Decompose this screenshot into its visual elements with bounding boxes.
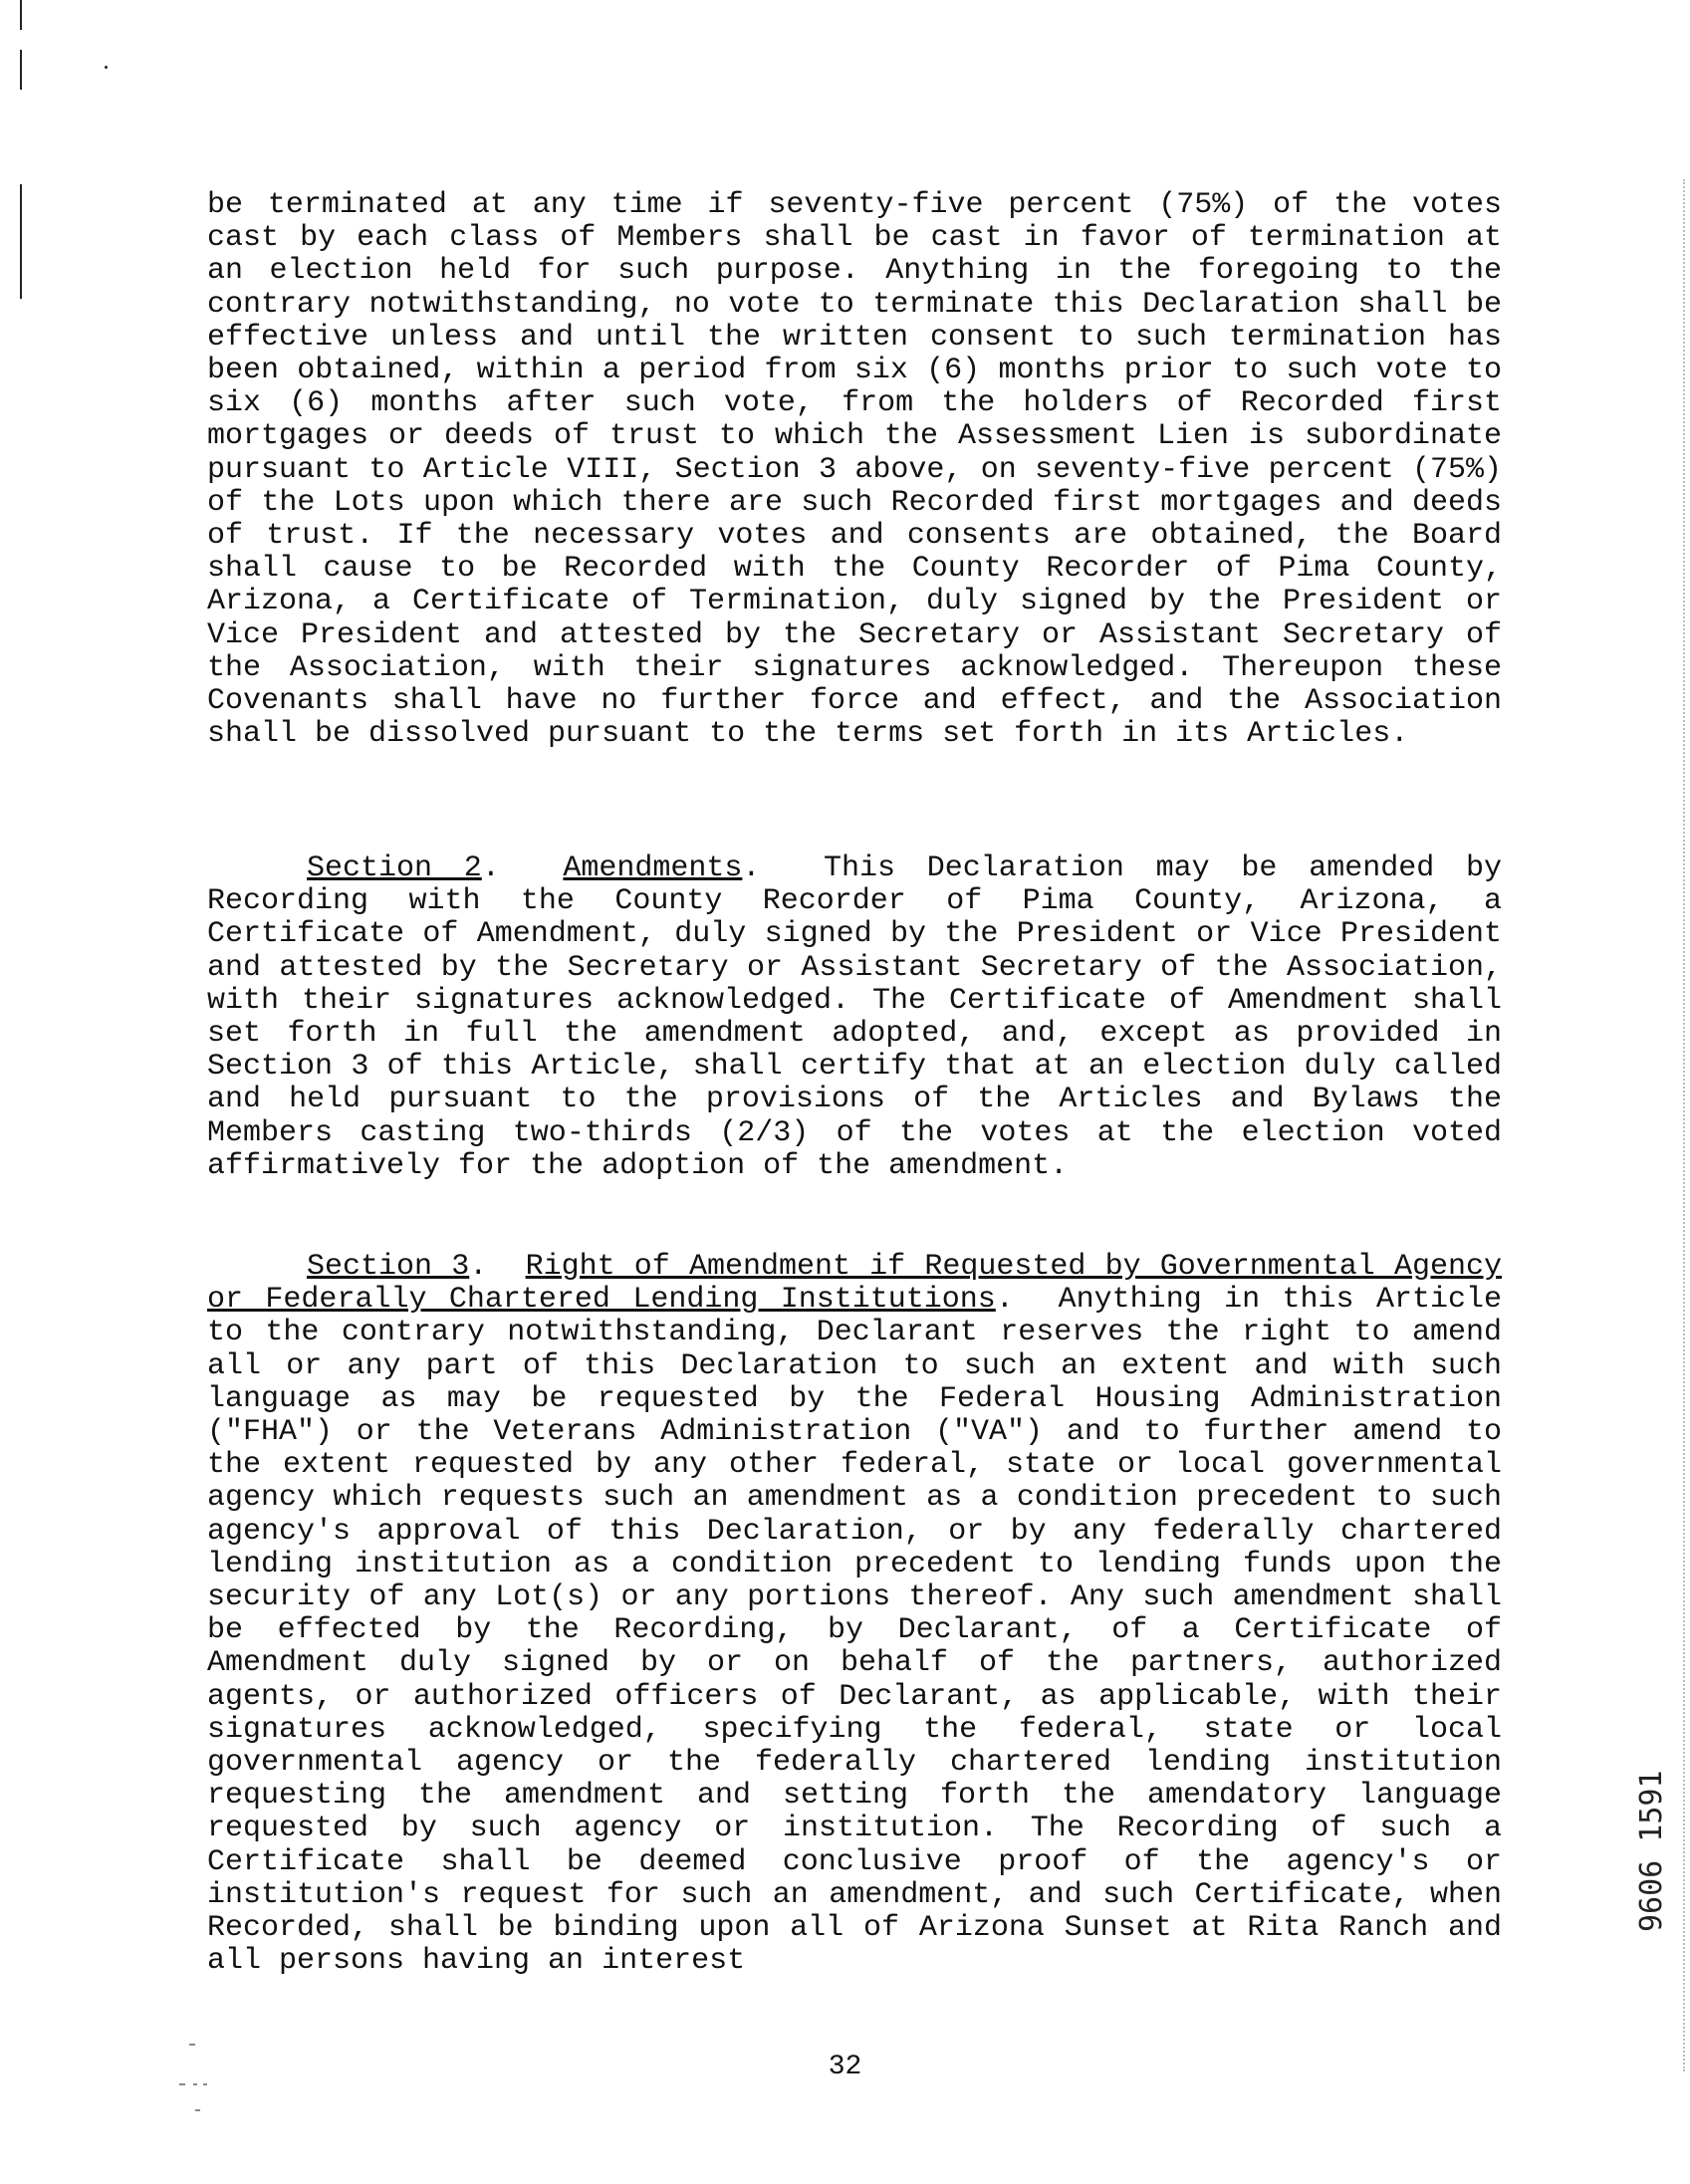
section-label: Section 3 <box>307 1250 470 1284</box>
right-edge-scan-artifact <box>1683 179 1687 2071</box>
paragraph-text: be terminated at any time if seventy-five percent (75%) of the votes cast by each class of Members shall be cast in favor of termination at an election held for such purpose. Anything in the foregoing to the contrary notwithstanding, no vote to terminate this Declaration shall be effective unless and until the written consent to such termination has been obtained, within a period from six (6) months prior to such vote to six (6) months after such vote, from the holders of Recorded first mortgages or deeds of trust to which the Assessment Lien is subordinate pursuant to Article VIII, Section 3 above, on seventy-five percent (75%) of the Lots upon which there are such Recorded first mortgages and deeds of trust. If the necessary votes and consents are obtained, the Board shall cause to be Recorded with the County Recorder of Pima County, Arizona, a Certificate of Termination, duly signed by the President or Vice President and attested by the Secretary or Assistant Secretary of the Association, with their signatures acknowledged. Thereupon these Covenants shall have no further force and effect, and the Association shall be dissolved pursuant to the terms set forth in its Articles. <box>207 188 1502 752</box>
paragraph-text: This Declaration may be amended by Recording with the County Recorder of Pima County, Arizona, a Certificate of Amendment, duly signed by the President or Vice President and attested by the Secretary or Assistant Secretary of the Association, with their signatures acknowledged. The Certificate of Amendment shall set forth in full the amendment adopted, and, except as provided in Section 3 of this Article, shall certify that at an election duly called and held pursuant to the provisions of the Articles and Bylaws the Members casting two-thirds (2/3) of the votes at the election voted affirmatively for the adoption of the amendment. <box>207 851 1502 1183</box>
section-label: Section 2 <box>307 851 482 885</box>
paragraph-section-3 <box>207 1251 1502 1978</box>
punctuation: . <box>481 851 564 885</box>
left-margin-mark <box>20 0 22 30</box>
punctuation: . <box>995 1283 1059 1318</box>
section-heading: Amendments <box>563 851 743 885</box>
scan-specks <box>169 2042 229 2121</box>
left-margin-mark <box>20 50 22 90</box>
section-heading: Right of Amendment if Requested by Governmental Agency or Federally Chartered Lending Institutions <box>207 1250 1502 1318</box>
punctuation: . <box>469 1250 526 1284</box>
left-margin-mark <box>20 184 22 299</box>
paragraph-text: Anything in this Article to the contrary notwithstanding, Declarant reserves the right to amend all or any part of this Declaration to such an extent and with such language as may be requested by the Federal Housing Administration ("FHA") or the Veterans Administration ("VA") and to further amend to the extent requested by any other federal, state or local governmental agency which requests such an amendment as a condition precedent to such agency's approval of this Declaration, or by any federally chartered lending institution as a condition precedent to lending funds upon the security of any Lot(s) or any portions thereof. Any such amendment shall be effected by the Recording, by Declarant, of a Certificate of Amendment duly signed by or on behalf of the partners, authorized agents, or authorized officers of Declarant, as applicable, with their signatures acknowledged, specifying the federal, state or local governmental agency or the federally chartered lending institution requesting the amendment and setting forth the amendatory language requested by such agency or institution. The Recording of such a Certificate shall be deemed conclusive proof of the agency's or institution's request for such an amendment, and such Certificate, when Recorded, shall be binding upon all of Arizona Sunset at Rita Ranch and all persons having an interest <box>207 1283 1502 1979</box>
punctuation: . <box>742 851 824 885</box>
margin-stamp-text: 9606 1591 <box>1634 1770 1669 1932</box>
paragraph-section-2 <box>207 852 1502 1183</box>
scan-speck <box>105 66 108 69</box>
paragraph-termination <box>207 189 1502 751</box>
page-number: 32 <box>828 2052 862 2082</box>
margin-filing-stamp <box>1633 1554 1673 1932</box>
